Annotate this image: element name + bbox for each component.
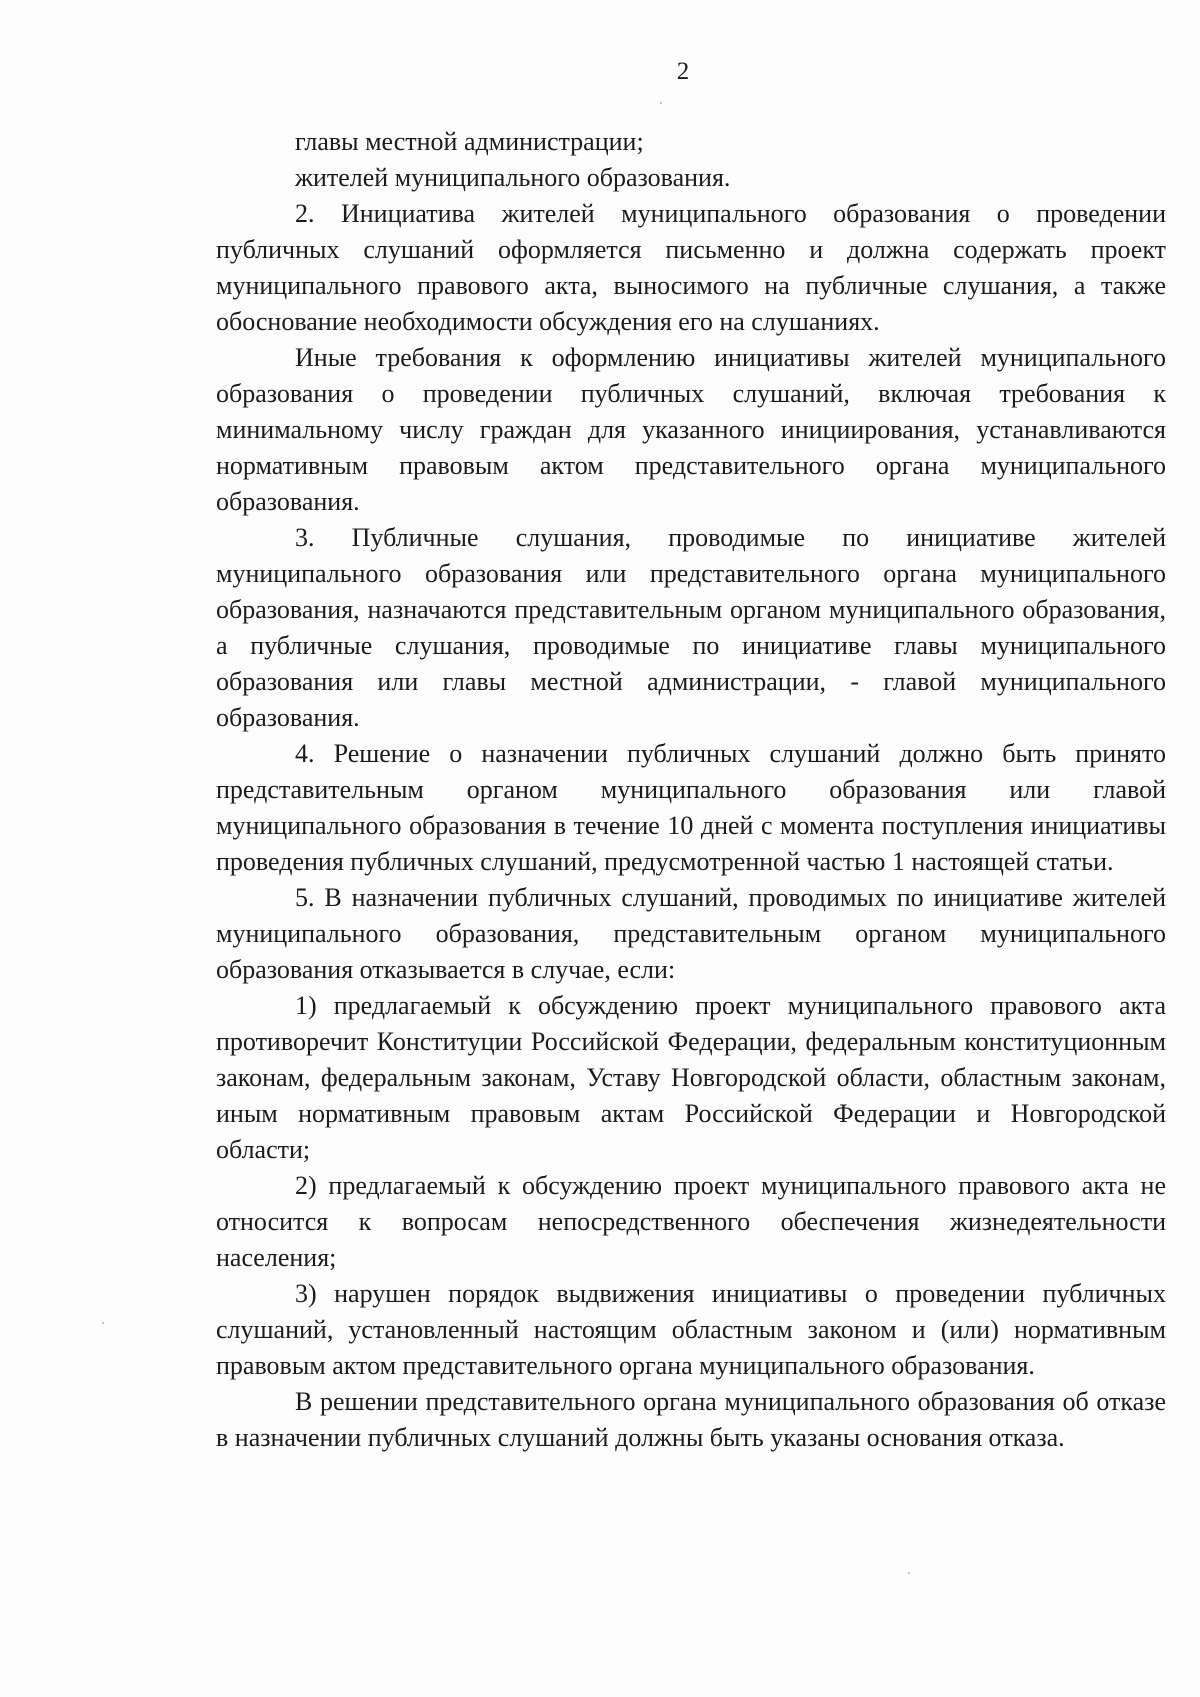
scan-speck: [660, 102, 662, 104]
scan-speck: [908, 1572, 910, 1574]
paragraph-list-item: главы местной администрации;: [295, 127, 644, 156]
paragraph-subitem-1: 1) предлагаемый к обсуждению проект муниципального правового акта противоречит Конституции Российской Федерации, федеральным конституционным законам, федеральным законам, Уставу Новгородской области, областным законам, иным нормативным правовым актам Российской Федерации и Новгородской области;: [216, 991, 1166, 1164]
document-body: [216, 124, 1166, 1456]
paragraph-subitem-3: 3) нарушен порядок выдвижения инициативы о проведении публичных слушаний, установленный настоящим областным законом и (или) нормативным правовым актом представительного органа муниципального образования.: [216, 1279, 1166, 1380]
page-number: 2: [676, 58, 690, 85]
paragraph-clause-2: 2. Инициатива жителей муниципального образования о проведении публичных слушаний оформляется письменно и должна содержать проект муниципального правового акта, выносимого на публичные слушания, а также обоснование необходимости обсуждения его на слушаниях.: [216, 199, 1166, 336]
paragraph-other-requirements: Иные требования к оформлению инициативы жителей муниципального образования о проведении публичных слушаний, включая требования к минимальному числу граждан для указанного инициирования, устанавливаются нормативным правовым актом представительного органа муниципального образования.: [216, 343, 1166, 516]
paragraph-list-item: жителей муниципального образования.: [295, 163, 731, 192]
paragraph-subitem-2: 2) предлагаемый к обсуждению проект муниципального правового акта не относится к вопросам непосредственного обеспечения жизнедеятельности населения;: [216, 1171, 1166, 1272]
scan-speck: [102, 1322, 104, 1324]
paragraph-clause-4: 4. Решение о назначении публичных слушаний должно быть принято представительным органом муниципального образования или главой муниципального образования в течение 10 дней с момента поступления инициативы проведения публичных слушаний, предусмотренной частью 1 настоящей статьи.: [216, 739, 1166, 876]
paragraph-clause-3: 3. Публичные слушания, проводимые по инициативе жителей муниципального образования или представительного органа муниципального образования, назначаются представительным органом муниципального образования, а публичные слушания, проводимые по инициативе главы муниципального образования или главы местной администрации, - главой муниципального образования.: [216, 523, 1166, 732]
paragraph-refusal-decision: В решении представительного органа муниципального образования об отказе в назначении публичных слушаний должны быть указаны основания отказа.: [216, 1387, 1166, 1452]
paragraph-clause-5: 5. В назначении публичных слушаний, проводимых по инициативе жителей муниципального образования, представительным органом муниципального образования отказывается в случае, если:: [216, 883, 1166, 984]
